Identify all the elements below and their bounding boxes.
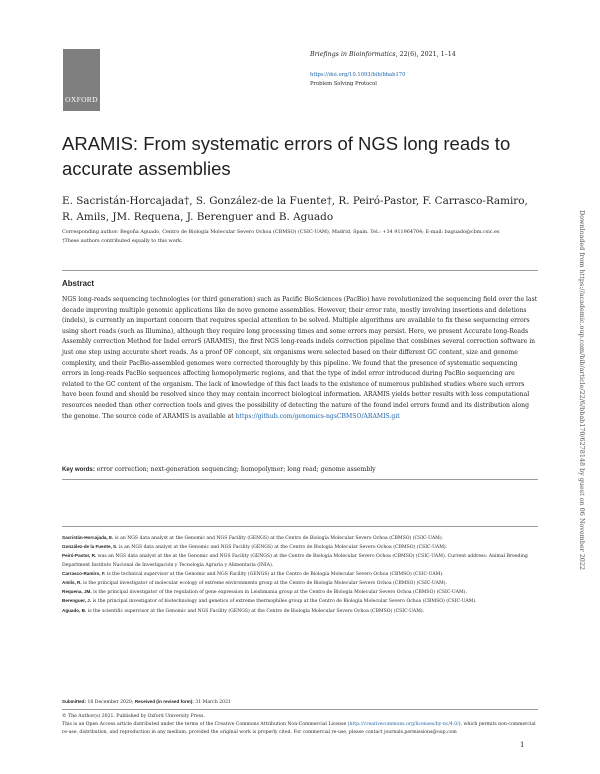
abstract-top-rule (62, 270, 538, 271)
license-link[interactable]: http://creativecommons.org/licenses/by-nc/4.0/ (349, 722, 459, 728)
logo-text: OXFORD (65, 95, 98, 104)
abstract-heading: Abstract (62, 279, 95, 288)
correspondence (62, 228, 537, 245)
doi-link[interactable]: https://doi.org/10.1093/bib/bbab170 (310, 72, 406, 78)
equal-contribution-note: †These authors contributed equally to this work. (62, 237, 183, 244)
abstract-bottom-rule (62, 479, 538, 480)
copyright-rule (62, 709, 538, 710)
bio-entry: Requena, JM. is the principal investigator of the regulation of gene expression in Leishmania group at the Centro de Biología Molecular Severo Ochoa (CBMSO) (CSIC-UAM). (62, 589, 467, 596)
keywords-label: Key words: (62, 466, 95, 473)
abstract-text: NGS long-reads sequencing technologies (or third generation) such as Pacific BioSciences (PacBio) have revolutionized the sequencing field over the last decade improving multiple genomic applications like de novo genome assemblies. However, their error rate, mostly involving insertions and deletions (indels), is currently an important concern that requires special attention to be solved. Multiple algorithms are available to fix these sequencing errors using short reads (such as Illumina), although they require long processing times and some errors may persist. Here, we present Accurate long-Reads Assembly correction Method for Indel errorS (ARAMIS), the first NGS long-reads indels correction pipeline that combines several correction software in just one step using accurate short reads. As a proof OF concept, six organisms were selected based on their different GC content, size and genome complexity, and their PacBio-assembled genomes were corrected thoroughly by this pipeline. We found that the presence of systematic sequencing errors in long-reads PacBio sequences affecting homopolymeric regions, and that the type of indel error introduced during PacBio sequencing are related to the GC content of the organism. The lack of knowledge of this fact leads to the existence of numerous published studies where such errors have been found and should be resolved since they may contain incorrect biological information. ARAMIS yields better results with less computational resources needed than other correction tools and gives the possibility of detecting the nature of the found indel errors found and its distribution along the genome. The source code of ARAMIS is available at (62, 296, 538, 420)
journal-name: Briefings in Bioinformatics (310, 51, 396, 58)
copyright-notice (62, 713, 538, 738)
bio-entry: Peiró-Pastor, R. was an NGS data analyst at the at the Genomic and NGS Facility (GENGS) at the Centro de Biología Molecular Severo Ochoa (CBMSO) (CSIC-UAM). Current address: Animal Breeding Department Instituto Nacional de Investigación y Tecnología Agraria y Alimentaria (INIA). (62, 553, 528, 568)
journal-volume: , 22(6), 2021, 1–14 (395, 51, 456, 58)
author-list: E. Sacristán-Horcajada†, S. González-de la Fuente†, R. Peiró-Pastor, F. Carrasco-Ramiro, R. Amils, JM. Requena, J. Berenguer and B. Aguado (62, 195, 528, 223)
copyright-line: © The Author(s) 2021. Published by Oxford University Press. (62, 714, 205, 719)
article-type: Problem Solving Protocol (310, 81, 377, 87)
bio-entry: Sacristán-Horcajada, E. is an NGS data analyst at the Genomic and NGS Facility (GENGS) at the Centro de Biología Molecular Severo Ochoa (CBMSO) (CSIC-UAM). (62, 535, 444, 541)
bio-entry: Berenguer, J. is the principal investigator of biotechnology and genetics of extreme thermophiles group at the Centro de Biología Molecular Severo Ochoa (CBMSO) (CSIC-UAM). (62, 598, 477, 605)
bio-entry: Aguado, B. is the scientific supervisor at the Genomic and NGS Facility (GENGS) at the Centro de Biología Molecular Severo Ochoa (CBMSO) (CSIC-UAM). (62, 607, 425, 614)
source-code-link[interactable]: https://github.com/genomics-ngsCBMSO/ARAMIS.git (235, 412, 400, 420)
bio-entry: Carrasco-Ramiro, F. is the technical supervisor at the Genomic and NGS Facility (GENGS) at the Centro de Biología Molecular Severo Ochoa (CBMSO) (CSIC-UAM). (62, 570, 444, 577)
page-number: 1 (520, 741, 525, 749)
corresponding-author: Corresponding author: Begoña Aguado, Centro de Biología Molecular Severo Ochoa (CBMSO) (CSIC-UAM), Madrid, Spain. Tel.: +34 911964704; E-mail: baguado@cbm.csic.es (62, 229, 500, 235)
keywords-text: error correction; next-generation sequencing; homopolymer; long read; genome assembly (96, 466, 376, 473)
abstract-body (62, 295, 538, 422)
download-notice: Downloaded from https://academic.oup.com/bib/article/22/6/bbab170/6278148 by guest on 06 November 2022 (578, 210, 586, 570)
paper-title: ARAMIS: From systematic errors of NGS long reads to accurate assemblies (62, 133, 511, 179)
bio-entry: Amils, R. is the principal investigator of molecular ecology of extreme environments group at the Centro de Biología Molecular Severo Ochoa (CBMSO) (CSIC-UAM). (62, 580, 447, 587)
bio-entry: González-de la Fuente, S. is an NGS data analyst at the Genomic and NGS Facility (GENGS) at the Centro de Biología Molecular Severo Ochoa (CBMSO) (CSIC-UAM). (62, 544, 448, 551)
author-bios (62, 534, 538, 616)
oxford-logo (63, 49, 100, 111)
bios-top-rule (62, 526, 538, 527)
submission-dates: Submitted: 18 December 2020; Received (in revised form): 31 March 2021 (62, 699, 231, 705)
license-text: This is an Open Access article distributed under the terms of the Creative Commons Attribution Non-Commercial License (http://creativecommons.org/licenses/by-nc/4.0/), which permits non-commercial re-use, distribution, and reproduction in any medium, provided the original work is properly cited. For commercial re-use, please contact journals.permissions@oup.com (62, 722, 536, 736)
keywords (62, 465, 538, 475)
journal-citation (310, 51, 456, 58)
